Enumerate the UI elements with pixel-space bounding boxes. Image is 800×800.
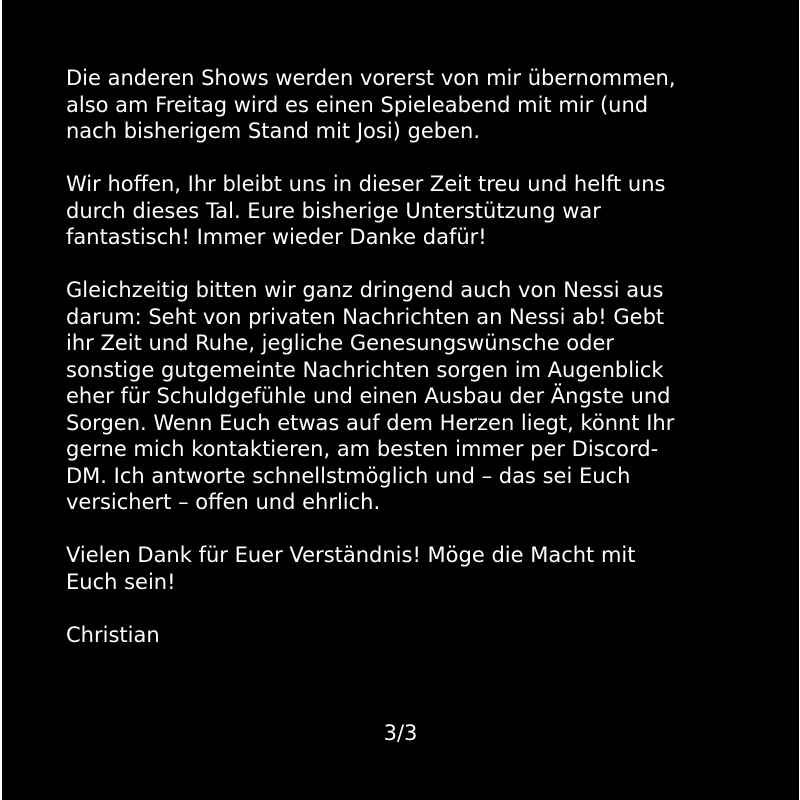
paragraph-4-line-2: Euch sein! xyxy=(66,569,176,594)
paragraph-3-line-7: gerne mich kontaktieren, am besten immer per Discord- xyxy=(66,437,659,461)
paragraph-gap xyxy=(66,516,746,543)
paragraph-3-line-4: sonstige gutgemeinte Nachrichten sorgen im Augenblick xyxy=(66,357,664,382)
paragraph-3-line-8: DM. Ich antworte schnellstmöglich und – das sei Euch xyxy=(66,463,631,488)
paragraph-2-line-1: Wir hoffen, Ihr bleibt uns in dieser Zeit treu und helft uns xyxy=(66,172,666,196)
paragraph-1-line-1: Die anderen Shows werden vorerst von mir übernommen, xyxy=(66,66,676,90)
paragraph-1 xyxy=(66,65,746,145)
letter-body xyxy=(66,65,746,648)
paragraph-2-line-3: fantastisch! Immer wieder Danke dafür! xyxy=(66,225,487,249)
paragraph-1-line-2: also am Freitag wird es einen Spieleabend mit mir (und xyxy=(66,92,649,117)
paragraph-4 xyxy=(66,542,746,595)
paragraph-3 xyxy=(66,277,746,516)
paragraph-gap xyxy=(66,251,746,278)
paragraph-3-line-1: Gleichzeitig bitten wir ganz dringend auch von Nessi aus xyxy=(66,278,664,302)
letter-panel xyxy=(2,0,799,800)
paragraph-3-line-6: Sorgen. Wenn Euch etwas auf dem Herzen liegt, könnt Ihr xyxy=(66,410,675,435)
page-number: 3/3 xyxy=(383,721,418,745)
paragraph-gap xyxy=(66,595,746,622)
paragraph-3-line-9: versichert – offen und ehrlich. xyxy=(66,490,381,514)
paragraph-3-line-5: eher für Schuldgefühle und einen Ausbau der Ängste und xyxy=(66,384,671,408)
paragraph-2-line-2: durch dieses Tal. Eure bisherige Unterstützung war xyxy=(66,198,601,223)
paragraph-2 xyxy=(66,171,746,251)
signature: Christian xyxy=(66,622,160,647)
paragraph-4-line-1: Vielen Dank für Euer Verständnis! Möge die Macht mit xyxy=(66,543,636,567)
paragraph-3-line-2: darum: Seht von privaten Nachrichten an Nessi ab! Gebt xyxy=(66,304,665,329)
paragraph-1-line-3: nach bisherigem Stand mit Josi) geben. xyxy=(66,119,481,143)
paragraph-gap xyxy=(66,145,746,172)
paragraph-3-line-3: ihr Zeit und Ruhe, jegliche Genesungswünsche oder xyxy=(66,331,615,355)
